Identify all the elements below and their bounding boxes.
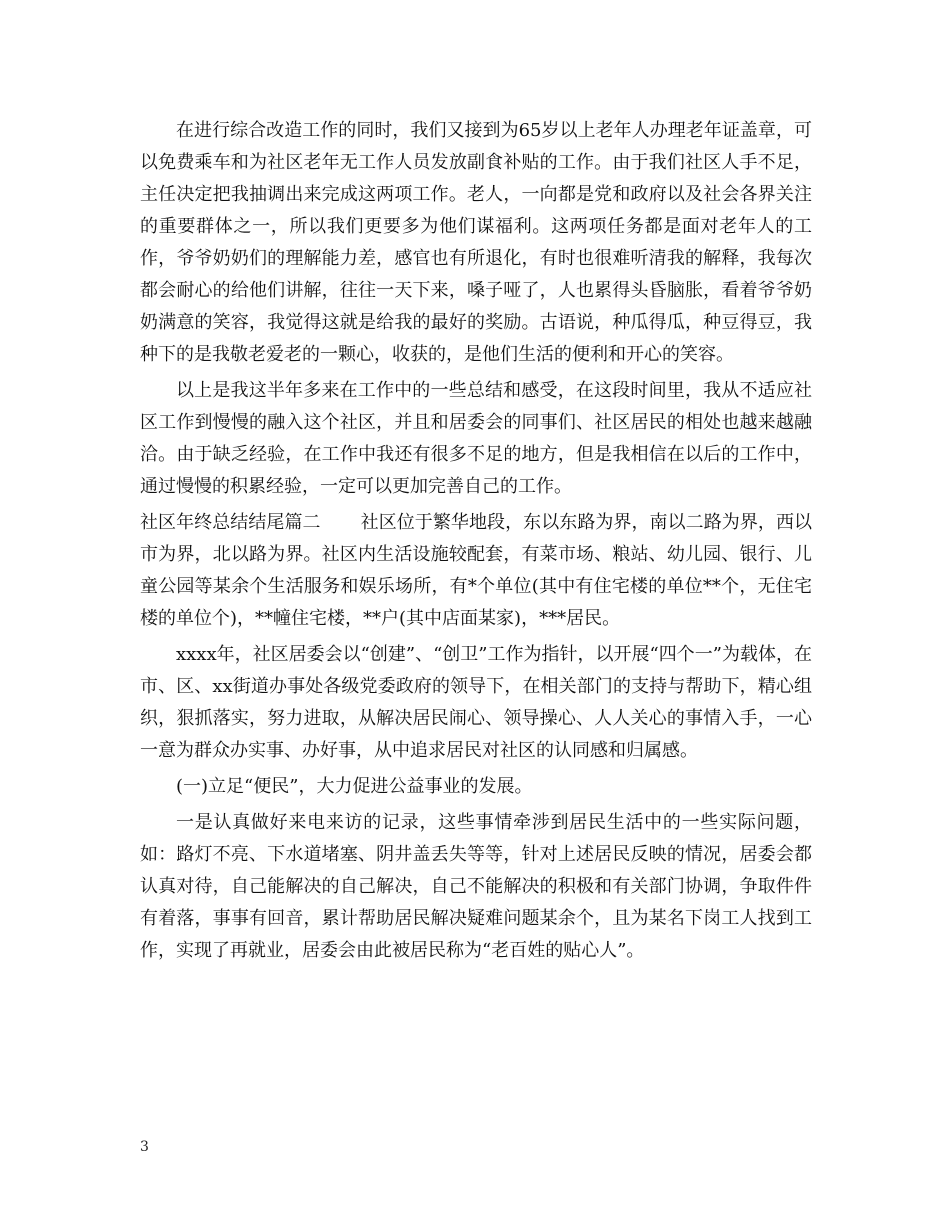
paragraph-summary: 以上是我这半年多来在工作中的一些总结和感受，在这段时间里，我从不适应社区工作到慢慢的融入这个社区，并且和居委会的同事们、社区居民的相处也越来越融洽。由于缺乏经验，在工作中我还有很多不足的地方，但是我相信在以后的工作中，通过慢慢的积累经验，一定可以更加完善自己的工作。 (140, 380, 812, 497)
paragraph-section-two (140, 507, 812, 635)
document-body (140, 115, 812, 971)
section-intro-text: 社区位于繁华地段，东以东路为界，南以二路为界，西以市为界，北以路为界。社区内生活设施较配套，有菜市场、粮站、幼儿园、银行、儿童公园等某余个生活服务和娱乐场所，有*个单位(其中有住宅楼的单位**个，无住宅楼的单位个)，**幢住宅楼，**户(其中店面某家)，***居民。 (140, 512, 813, 629)
page-number: 3 (140, 1139, 149, 1155)
subheading-public-welfare: (一)立足“便民”，大力促进公益事业的发展。 (176, 776, 533, 797)
paragraph-community-goals: xxxx年，社区居委会以“创建”、“创卫”工作为指针，以开展“四个一”为载体，在市、区、xx街道办事处各级党委政府的领导下，在相关部门的支持与帮助下，精心组织，狠抓落实，努力进取，从解决居民闹心、领导操心、人人关心的事情入手，一心一意为群众办实事、办好事，从中追求居民对社区的认同感和归属感。 (140, 644, 812, 761)
paragraph-elderly-work: 在进行综合改造工作的同时，我们又接到为65岁以上老年人办理老年证盖章，可以免费乘车和为社区老年无工作人员发放副食补贴的工作。由于我们社区人手不足，主任决定把我抽调出来完成这两项工作。老人，一向都是党和政府以及社会各界关注的重要群体之一，所以我们更要多为他们谋福利。这两项任务都是面对老年人的工作，爷爷奶奶们的理解能力差，感官也有所退化，有时也很难听清我的解释，我每次都会耐心的给他们讲解，往往一天下来，嗓子哑了，人也累得头昏脑胀，看着爷爷奶奶满意的笑容，我觉得这就是给我的最好的奖励。古语说，种瓜得瓜，种豆得豆，我种下的是我敬老爱老的一颗心，收获的，是他们生活的便利和开心的笑容。 (140, 120, 812, 365)
paragraph-visit-records: 一是认真做好来电来访的记录，这些事情牵涉到居民生活中的一些实际问题，如：路灯不亮、下水道堵塞、阴井盖丢失等等，针对上述居民反映的情况，居委会都认真对待，自己能解决的自己解决，自己不能解决的积极和有关部门协调，争取件件有着落，事事有回音，累计帮助居民解决疑难问题某余个，且为某名下岗工人找到工作，实现了再就业，居委会由此被居民称为“老百姓的贴心人”。 (140, 812, 812, 961)
section-heading: 社区年终总结结尾篇二 (140, 512, 321, 533)
